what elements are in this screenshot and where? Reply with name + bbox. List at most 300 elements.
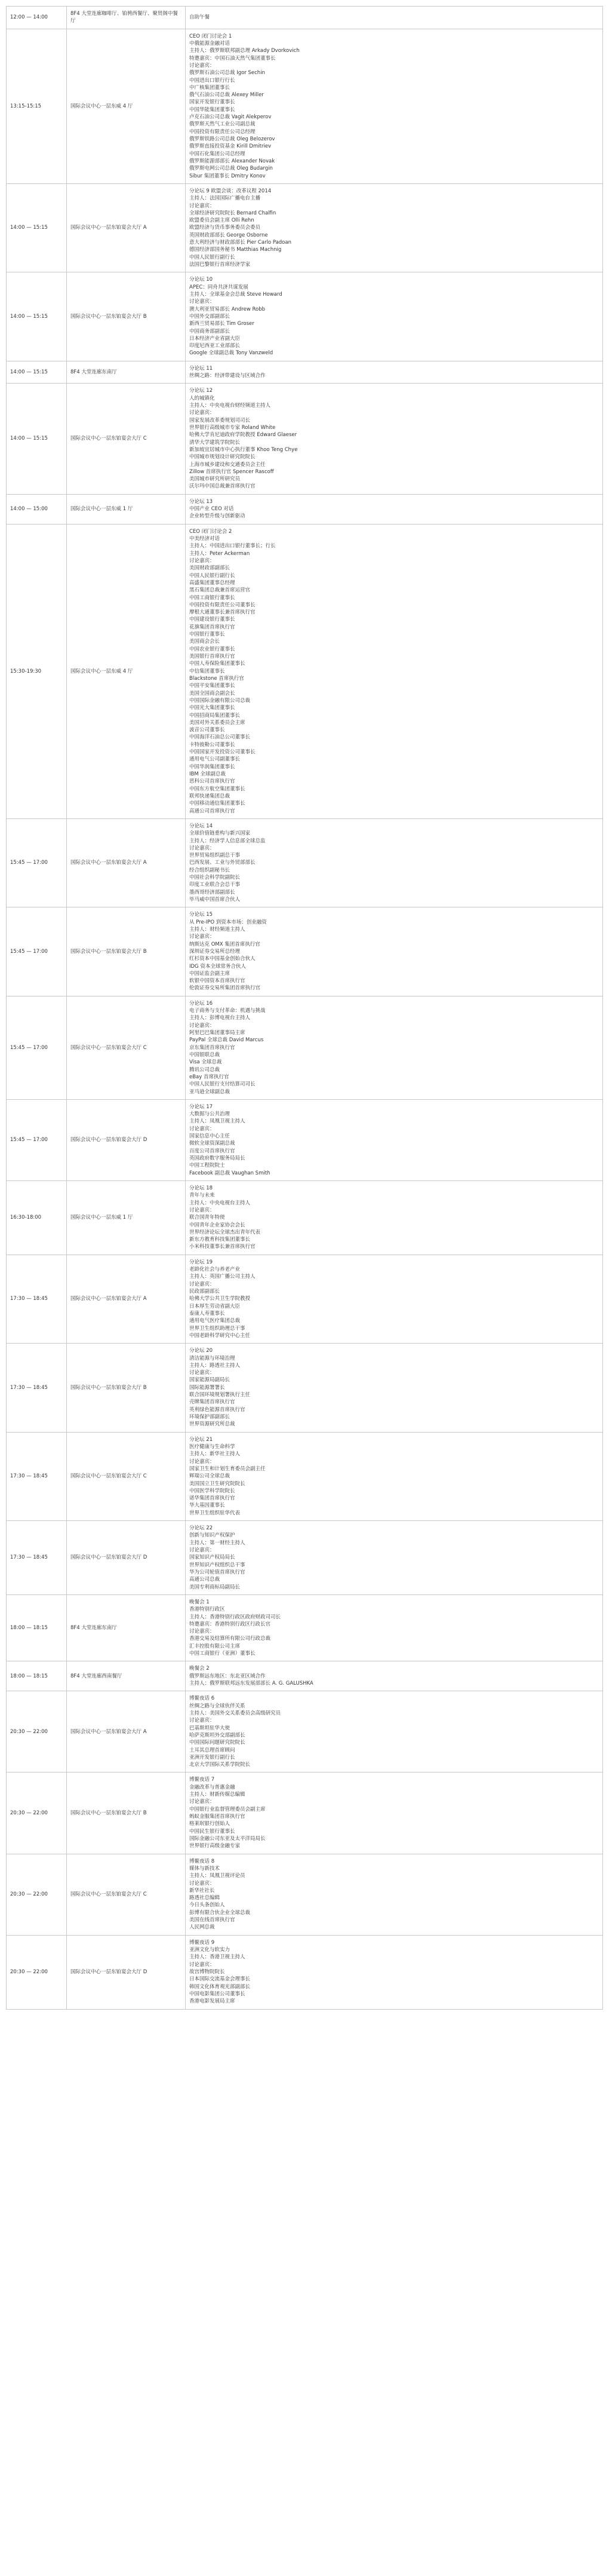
session-line: 主持人：中央电视台财经频道主持人 — [189, 403, 271, 409]
session-details — [186, 1180, 603, 1255]
session-line: 丝绸之路与全球伙伴关系 — [189, 1703, 245, 1709]
session-details — [186, 1594, 603, 1661]
session-line: 讨论嘉宾： — [189, 1370, 215, 1376]
session-line: 深圳证券交易所总经理 — [189, 948, 241, 955]
session-line: 中国人民银行副行长 — [189, 572, 235, 579]
session-line: 中国国际问题研究院院长 — [189, 1740, 245, 1746]
session-details — [186, 1255, 603, 1343]
session-details — [186, 996, 603, 1099]
table-row — [7, 1099, 603, 1180]
session-line: 沃尔玛中国总裁兼首席执行官 — [189, 483, 256, 490]
session-line: 主持人：Peter Ackerman — [189, 550, 250, 557]
session-line: 医疗健康与生命科学 — [189, 1443, 235, 1450]
session-line: 美国全国商会副会长 — [189, 690, 235, 697]
session-line: 中国投资有限责任公司总经理 — [189, 128, 256, 135]
session-title: 博鳌夜话 7 — [189, 1777, 215, 1783]
session-line: 主持人：香港卫视主持人 — [189, 1954, 245, 1961]
session-line: 华为公司轮值首席执行官 — [189, 1569, 245, 1575]
table-row — [7, 1344, 603, 1432]
session-line: Blackstone 首席执行官 — [189, 675, 244, 682]
session-line: 欧盟经济与货币事务委员会委员 — [189, 225, 261, 231]
table-row — [7, 1521, 603, 1595]
session-line: 主持人：中国进出口银行董事长；行长 — [189, 543, 276, 550]
session-line: eBay 首席执行官 — [189, 1074, 229, 1080]
session-line: 讨论嘉宾： — [189, 299, 215, 305]
session-line: 新东方教育科技集团董事长 — [189, 1237, 251, 1243]
session-line: 印度尼西亚工业部部长 — [189, 343, 241, 349]
session-line: 世界卫生组织助理总干事 — [189, 1325, 245, 1332]
session-time: 14:00 — 15:15 — [7, 272, 67, 361]
session-line: 世界卫生组织驻华代表 — [189, 1510, 241, 1516]
session-time: 18:00 — 18:15 — [7, 1661, 67, 1691]
session-line: 土耳其总理首席顾问 — [189, 1747, 235, 1753]
table-row — [7, 1594, 603, 1661]
session-details — [186, 818, 603, 907]
session-line: 特邀嘉宾：香港特别行政区行政长官 — [189, 1621, 271, 1627]
session-time: 20:30 — 22:00 — [7, 1935, 67, 2009]
session-line: 泰康人寿董事长 — [189, 1310, 225, 1317]
session-line: 软银中国资本首席执行官 — [189, 978, 245, 985]
session-line: 中国商务部副部长 — [189, 328, 230, 335]
session-line: 巴基斯坦驻华大使 — [189, 1725, 230, 1731]
session-line: 中国人民银行支付结算司司长 — [189, 1081, 256, 1088]
session-line: 巴西发展、工业与外贸部部长 — [189, 860, 256, 866]
table-row — [7, 494, 603, 524]
session-line: 中国工程院院士 — [189, 1163, 225, 1169]
table-row — [7, 524, 603, 818]
session-line: 蚂蚁金服集团首席执行官 — [189, 1814, 245, 1820]
session-line: 中国石化集团公司总经理 — [189, 151, 245, 157]
session-line: 主持人：财经频道主持人 — [189, 926, 245, 933]
session-line: 主持人：凤凰卫视评论员 — [189, 1873, 245, 1879]
session-line: 日本国际交流基金会理事长 — [189, 1976, 251, 1983]
session-title: 晚餐会 2 — [189, 1666, 210, 1672]
session-line: 人民网总裁 — [189, 1924, 215, 1931]
session-venue: 国际会议中心一层东威 4 厅 — [67, 524, 186, 818]
session-line: 中国社会科学院副院长 — [189, 875, 241, 881]
session-venue: 8F4 大堂连廊东南厅 — [67, 361, 186, 384]
session-line: 美国在线首席执行官 — [189, 1917, 235, 1924]
session-details — [186, 1661, 603, 1691]
session-time: 17:30 — 18:45 — [7, 1255, 67, 1343]
session-line: 俄罗斯能源部部长 Alexander Novak — [189, 158, 275, 164]
session-title: 分论坛 16 — [189, 1000, 213, 1007]
session-line: Facebook 副总裁 Vaughan Smith — [189, 1170, 270, 1176]
session-line: 美国对外关系委员会主席 — [189, 719, 245, 726]
session-line: 中国招商局集团董事长 — [189, 712, 241, 719]
session-line: 华大基因董事长 — [189, 1502, 225, 1509]
session-line: 主持人：经济学人信息部全球总监 — [189, 838, 266, 844]
session-details — [186, 272, 603, 361]
session-line: 中国银行业监督管理委员会副主席 — [189, 1806, 266, 1813]
session-line: 主持人：俄罗斯联邦远东发展部部长 A. G. GALUSHKA — [189, 1680, 313, 1686]
session-line: 世界银行高级金融专家 — [189, 1843, 241, 1850]
session-line: 毕马威中国首席合伙人 — [189, 897, 241, 903]
session-line: 百度公司首席执行官 — [189, 1148, 235, 1154]
session-time: 14:00 — 15:00 — [7, 494, 67, 524]
session-line: 法国巴黎银行首席经济学家 — [189, 262, 251, 268]
session-line: 小米科技董事长兼首席执行官 — [189, 1244, 256, 1250]
session-line: 英国政府数字服务局局长 — [189, 1155, 245, 1161]
session-line: 企业转型升级与创新驱动 — [189, 513, 245, 520]
session-line: 讨论嘉宾： — [189, 62, 215, 69]
session-details — [186, 7, 603, 29]
session-line: 全球经济研究院院长 Bernard Chalfin — [189, 210, 276, 216]
session-line: 路透社总编辑 — [189, 1895, 220, 1902]
session-line: 讨论嘉宾： — [189, 1880, 215, 1887]
session-line: 环境保护部副部长 — [189, 1414, 230, 1420]
session-line: 讨论嘉宾： — [189, 1022, 215, 1029]
session-line: 故宫博物院院长 — [189, 1968, 225, 1975]
session-line: 新华社社长 — [189, 1887, 215, 1894]
session-line: 主持人：凤凰卫视主持人 — [189, 1118, 245, 1125]
session-venue: 国际会议中心一层东威 1 厅 — [67, 494, 186, 524]
session-line: 中国进出口银行行长 — [189, 77, 235, 84]
table-row — [7, 1935, 603, 2009]
session-line: 辉瑞公司全球总裁 — [189, 1473, 230, 1480]
session-line: 中国农业银行董事长 — [189, 646, 235, 652]
session-line: 经合组织副秘书长 — [189, 867, 230, 873]
session-line: 新加坡宜居城市中心执行董事 Khoo Teng Chye — [189, 446, 298, 453]
session-details — [186, 1432, 603, 1520]
session-line: IBM 全球副总裁 — [189, 771, 226, 777]
session-line: 国家卫生和计划生育委员会副主任 — [189, 1465, 266, 1472]
session-time: 12:00 — 14:00 — [7, 7, 67, 29]
session-title: 分论坛 13 — [189, 498, 213, 505]
session-line: PayPal 全球总裁 David Marcus — [189, 1037, 264, 1044]
session-line: Zillow 首席执行官 Spencer Rascoff — [189, 468, 274, 475]
session-line: 美国专利商标局副局长 — [189, 1584, 241, 1590]
session-line: 清洁能源与环境治理 — [189, 1355, 235, 1361]
table-row — [7, 1255, 603, 1343]
session-line: 亚马逊全球副总裁 — [189, 1088, 230, 1095]
session-title: 分论坛 10 — [189, 277, 213, 283]
session-line: 高盛集团董事总经理 — [189, 579, 235, 586]
session-line: 中国工商银行（亚洲）董事长 — [189, 1651, 256, 1657]
session-details — [186, 361, 603, 384]
session-line: 通用电气公司副董事长 — [189, 756, 241, 763]
session-line: 中国华润集团董事长 — [189, 763, 235, 770]
session-line: 印度工业联合会总干事 — [189, 882, 241, 888]
session-line: 中国华能集团董事长 — [189, 106, 235, 113]
table-row — [7, 183, 603, 272]
session-line: 中俄能源金融对话 — [189, 40, 230, 47]
session-line: 黑石集团总裁兼首席运营官 — [189, 587, 251, 594]
session-line: 微软全球资深副总裁 — [189, 1140, 235, 1147]
session-line: 讨论嘉宾： — [189, 934, 215, 940]
session-line: 讨论嘉宾： — [189, 1281, 215, 1287]
session-line: 哈佛大学公共卫生学院教授 — [189, 1296, 251, 1302]
session-time: 14:00 — 15:15 — [7, 384, 67, 494]
session-line: 墨西哥经济部副部长 — [189, 889, 235, 896]
session-title: 自助午餐 — [189, 14, 210, 21]
session-line: 彭博有限合伙企业全球总裁 — [189, 1909, 251, 1916]
session-line: 国家信息中心主任 — [189, 1133, 230, 1140]
session-line: 中国青年企业家协会会长 — [189, 1222, 245, 1228]
session-title: 分论坛 11 — [189, 365, 213, 372]
session-line: 国家能源局副局长 — [189, 1377, 230, 1384]
session-line: 中国建设银行董事长 — [189, 617, 235, 623]
session-line: 中国银行董事长 — [189, 631, 225, 638]
session-venue: 国际会议中心一层东铂宴会大厅 A — [67, 1691, 186, 1772]
session-line: 美国商会会长 — [189, 639, 220, 645]
session-line: 联合国环境规划署执行主任 — [189, 1392, 251, 1399]
session-line: 中国人寿保险集团董事长 — [189, 661, 245, 667]
session-line: 伦敦证券交易所集团首席执行官 — [189, 985, 261, 992]
session-line: 哈佛大学肯尼迪政府学院教授 Edward Glaeser — [189, 432, 297, 438]
session-details — [186, 1691, 603, 1772]
session-line: 俄罗斯直接投资基金 Kirill Dmitriev — [189, 143, 272, 150]
session-line: 中国城市规划设计研究院院长 — [189, 454, 256, 461]
session-venue: 国际会议中心一层东铂宴会大厅 D — [67, 1521, 186, 1595]
session-line: 俄罗斯远东地区：东北亚区域合作 — [189, 1673, 266, 1679]
session-title: 分论坛 15 — [189, 912, 213, 918]
session-line: 思科公司首席执行官 — [189, 778, 235, 785]
session-line: 讨论嘉宾： — [189, 845, 215, 851]
session-details — [186, 1521, 603, 1595]
session-venue: 国际会议中心一层东铂宴会大厅 A — [67, 183, 186, 272]
table-row — [7, 361, 603, 384]
session-line: 讨论嘉宾： — [189, 1547, 215, 1553]
session-line: 中国外交部副部长 — [189, 313, 230, 320]
session-venue: 8F4 大堂连廊西南餐厅 — [67, 1661, 186, 1691]
session-line: 香港交易及结算所有限公司行政总裁 — [189, 1636, 271, 1642]
session-line: 腾讯公司总裁 — [189, 1066, 220, 1073]
session-line: 主持人：财新传媒总编辑 — [189, 1792, 245, 1798]
session-line: 英利绿色能源首席执行官 — [189, 1406, 245, 1413]
session-line: 世界贸易组织副总干事 — [189, 852, 241, 859]
session-title: 晚餐会 1 — [189, 1599, 210, 1605]
session-venue: 国际会议中心一层东铂宴会大厅 C — [67, 996, 186, 1099]
session-line: 香港电影发展局主席 — [189, 1998, 235, 2005]
session-title: 分论坛 20 — [189, 1348, 213, 1354]
session-line: 亚洲文化与软实力 — [189, 1947, 230, 1953]
session-venue: 国际会议中心一层东铂宴会大厅 D — [67, 1935, 186, 2009]
session-venue: 国际会议中心一层东铂宴会大厅 D — [67, 1099, 186, 1180]
session-venue: 8F4 大堂连廊东南厅 — [67, 1594, 186, 1661]
session-line: 亚洲开发银行副行长 — [189, 1754, 235, 1761]
session-details — [186, 1854, 603, 1935]
session-line: 国家知识产权局局长 — [189, 1554, 235, 1561]
session-line: 中国海洋石油总公司董事长 — [189, 734, 251, 741]
session-line: IDG 资本全球常务合伙人 — [189, 963, 246, 970]
session-line: 主持人：中央电视台主持人 — [189, 1200, 251, 1206]
session-line: 哈萨克斯坦外交部副部长 — [189, 1732, 245, 1738]
session-details — [186, 1772, 603, 1854]
session-line: 主持人：全球基金会总裁 Steve Howard — [189, 291, 282, 298]
session-line: 主持人：英国广播公司主持人 — [189, 1274, 256, 1280]
session-line: 世界银行高级城市专家 Roland White — [189, 424, 276, 431]
session-line: 诺华集团首席执行官 — [189, 1495, 235, 1502]
session-line: 阿里巴巴集团董事局主席 — [189, 1030, 245, 1036]
session-time: 17:30 — 18:45 — [7, 1432, 67, 1520]
session-time: 15:30-19:30 — [7, 524, 67, 818]
session-title: 博鳌夜话 6 — [189, 1695, 215, 1702]
session-line: 国际能源署署长 — [189, 1384, 225, 1391]
session-line: 高通公司总裁 — [189, 1577, 220, 1583]
session-line: 北京大学国际关系学院院长 — [189, 1762, 251, 1768]
session-line: 媒体与新技术 — [189, 1865, 220, 1872]
session-line: 波音公司董事长 — [189, 727, 225, 734]
session-details — [186, 384, 603, 494]
session-time: 14:00 — 15:15 — [7, 361, 67, 384]
session-line: 全球价值链重构与新兴国家 — [189, 830, 251, 837]
session-line: 讨论嘉宾： — [189, 1458, 215, 1465]
session-line: 美国财政部副部长 — [189, 565, 230, 572]
table-row — [7, 1854, 603, 1935]
session-line: 英国财政部部长 George Osborne — [189, 232, 268, 238]
session-line: 中国工商银行董事长 — [189, 594, 235, 601]
session-line: 俄罗斯天然气工业公司副总裁 — [189, 121, 256, 128]
session-line: 中国人民银行副行长 — [189, 254, 235, 260]
schedule-table — [6, 6, 603, 2010]
session-line: 讨论嘉宾： — [189, 1961, 215, 1968]
session-venue: 国际会议中心一层东铂宴会大厅 B — [67, 272, 186, 361]
session-title: 分论坛 19 — [189, 1259, 213, 1265]
session-line: 韩国文化体育观光部副部长 — [189, 1983, 251, 1990]
session-line: 中国投资有限责任公司董事长 — [189, 602, 256, 608]
session-line: 中国国际金融有限公司总裁 — [189, 697, 251, 704]
session-line: 丝绸之路：经济带建设与区域合作 — [189, 373, 266, 379]
session-details — [186, 494, 603, 524]
session-line: 中国国家开发投资公司董事长 — [189, 749, 256, 756]
session-line: 新西兰贸易部长 Tim Groser — [189, 321, 254, 327]
session-venue: 国际会议中心一层东铂宴会大厅 A — [67, 818, 186, 907]
session-line: 俄罗斯铁路公司总裁 Oleg Belozerov — [189, 136, 275, 142]
table-row — [7, 272, 603, 361]
session-line: 世界资源研究所总裁 — [189, 1421, 235, 1428]
table-row — [7, 1691, 603, 1772]
session-line: 讨论嘉宾： — [189, 203, 215, 209]
session-line: 美国银行首席执行官 — [189, 654, 235, 660]
session-venue: 国际会议中心一层东铂宴会大厅 B — [67, 1772, 186, 1854]
session-time: 17:30 — 18:45 — [7, 1344, 67, 1432]
session-details — [186, 29, 603, 183]
session-details — [186, 1099, 603, 1180]
session-details — [186, 183, 603, 272]
session-line: 中国证监会副主席 — [189, 970, 230, 977]
session-line: 纳斯达克 OMX 集团首席执行官 — [189, 941, 260, 947]
session-title: 分论坛 21 — [189, 1436, 213, 1443]
session-line: 高通公司首席执行官 — [189, 808, 235, 814]
session-title: 分论坛 18 — [189, 1185, 213, 1191]
session-title: 分论坛 22 — [189, 1525, 213, 1532]
session-time: 14:00 — 15:15 — [7, 183, 67, 272]
table-row — [7, 1432, 603, 1520]
session-line: 国家发展改革委规划司司长 — [189, 417, 251, 424]
session-line: 主持人：香港特别行政区政府财政司司长 — [189, 1614, 281, 1620]
session-line: 中国银联总裁 — [189, 1051, 220, 1058]
session-line: Google 全球副总裁 Tony Vanzweld — [189, 350, 273, 357]
table-row — [7, 907, 603, 996]
session-line: 世界经济论坛全球杰出青年代表 — [189, 1229, 261, 1235]
session-details — [186, 1344, 603, 1432]
session-line: 俄罗斯石油公司总裁 Igor Sechin — [189, 70, 265, 76]
session-line: 壳牌集团首席执行官 — [189, 1399, 235, 1406]
session-line: 国际金融公司东亚及太平洋局局长 — [189, 1835, 266, 1842]
session-line: 中美经济对话 — [189, 536, 220, 542]
session-details — [186, 907, 603, 996]
session-line: Sibur 集团董事长 Dmitry Konov — [189, 173, 266, 179]
session-venue: 国际会议中心一层东威 4 厅 — [67, 29, 186, 183]
session-line: 卢克石油公司总裁 Vagit Alekperov — [189, 114, 272, 121]
session-title: CEO 闭门讨论会 1 — [189, 33, 232, 39]
session-line: 红杉资本中国基金创始合伙人 — [189, 956, 256, 962]
session-line: 电子商务与支付革命：机遇与挑战 — [189, 1008, 266, 1014]
session-title: 博鳌夜话 9 — [189, 1939, 215, 1946]
session-venue: 国际会议中心一层东威 1 厅 — [67, 1180, 186, 1255]
table-row — [7, 7, 603, 29]
session-line: 主持人：第一财经主持人 — [189, 1540, 245, 1546]
session-line: 中国平安集团董事长 — [189, 683, 235, 689]
session-details — [186, 1935, 603, 2009]
session-line: 讨论嘉宾： — [189, 1629, 215, 1635]
session-line: 讨论嘉宾： — [189, 1718, 215, 1724]
session-line: 今日头条创始人 — [189, 1902, 225, 1909]
session-line: 讨论嘉宾： — [189, 410, 215, 416]
session-line: 主持人：路透社主持人 — [189, 1362, 241, 1369]
session-line: 中国光大集团董事长 — [189, 705, 235, 712]
table-row — [7, 818, 603, 907]
session-line: 中广核集团董事长 — [189, 84, 230, 91]
session-line: 中国电影集团公司董事长 — [189, 1991, 245, 1997]
session-line: 中国移动通信集团董事长 — [189, 801, 245, 807]
session-title: 博鳌夜话 8 — [189, 1858, 215, 1864]
session-line: 中国民生银行董事长 — [189, 1828, 235, 1835]
session-time: 13:15-15:15 — [7, 29, 67, 183]
session-line: 上海市城乡建设和交通委员会主任 — [189, 461, 266, 468]
session-time: 17:30 — 18:45 — [7, 1521, 67, 1595]
session-line: 国家开发银行董事长 — [189, 99, 235, 106]
session-details — [186, 524, 603, 818]
session-line: 讨论嘉宾： — [189, 557, 215, 564]
session-line: 讨论嘉宾： — [189, 1126, 215, 1132]
session-line: 日本厚生劳动省副大臣 — [189, 1303, 241, 1310]
session-time: 16:30-18:00 — [7, 1180, 67, 1255]
session-line: 中国医学科学院院长 — [189, 1488, 235, 1494]
table-row — [7, 1661, 603, 1691]
session-line: 格莱珉银行创始人 — [189, 1821, 230, 1827]
session-venue: 国际会议中心一层东铂宴会大厅 B — [67, 1344, 186, 1432]
session-time: 15:45 — 17:00 — [7, 1099, 67, 1180]
session-line: 意大利经济与财政部部长 Pier Carlo Padoan — [189, 240, 291, 246]
session-time: 20:30 — 22:00 — [7, 1691, 67, 1772]
session-line: 清华大学建筑学院院长 — [189, 439, 241, 446]
session-line: 从 Pre-IPO 到资本市场：创业融资 — [189, 919, 267, 925]
session-line: 摩根大通董事长兼首席执行官 — [189, 609, 256, 616]
session-line: 青年与未来 — [189, 1192, 215, 1199]
session-venue: 8F4 大堂连廊咖啡厅、铂骋西餐厅、聚贤阁中餐厅 — [67, 7, 186, 29]
session-line: 欧盟委员会副主席 Olli Rehn — [189, 217, 254, 224]
session-line: 金融改革与普惠金融 — [189, 1784, 235, 1790]
session-line: 特邀嘉宾：中国石油天然气集团董事长 — [189, 55, 276, 62]
session-time: 20:30 — 22:00 — [7, 1772, 67, 1854]
session-line: 老龄化社会与养老产业 — [189, 1266, 241, 1273]
table-row — [7, 996, 603, 1099]
schedule-body — [7, 7, 603, 2010]
session-line: 创新与知识产权保护 — [189, 1532, 235, 1539]
session-time: 18:00 — 18:15 — [7, 1594, 67, 1661]
session-venue: 国际会议中心一层东铂宴会大厅 C — [67, 384, 186, 494]
session-line: 世界知识产权组织总干事 — [189, 1562, 245, 1568]
session-line: 联邦快递集团总裁 — [189, 793, 230, 799]
session-line: 人的城镇化 — [189, 395, 215, 401]
session-title: CEO 闭门讨论会 2 — [189, 528, 232, 535]
session-line: 京东集团首席执行官 — [189, 1044, 235, 1051]
session-line: 中国老龄科学研究中心主任 — [189, 1332, 251, 1339]
session-line: 日本经济产业省副大臣 — [189, 335, 241, 342]
session-line: 俄气石油公司总裁 Alexey Miller — [189, 92, 264, 99]
